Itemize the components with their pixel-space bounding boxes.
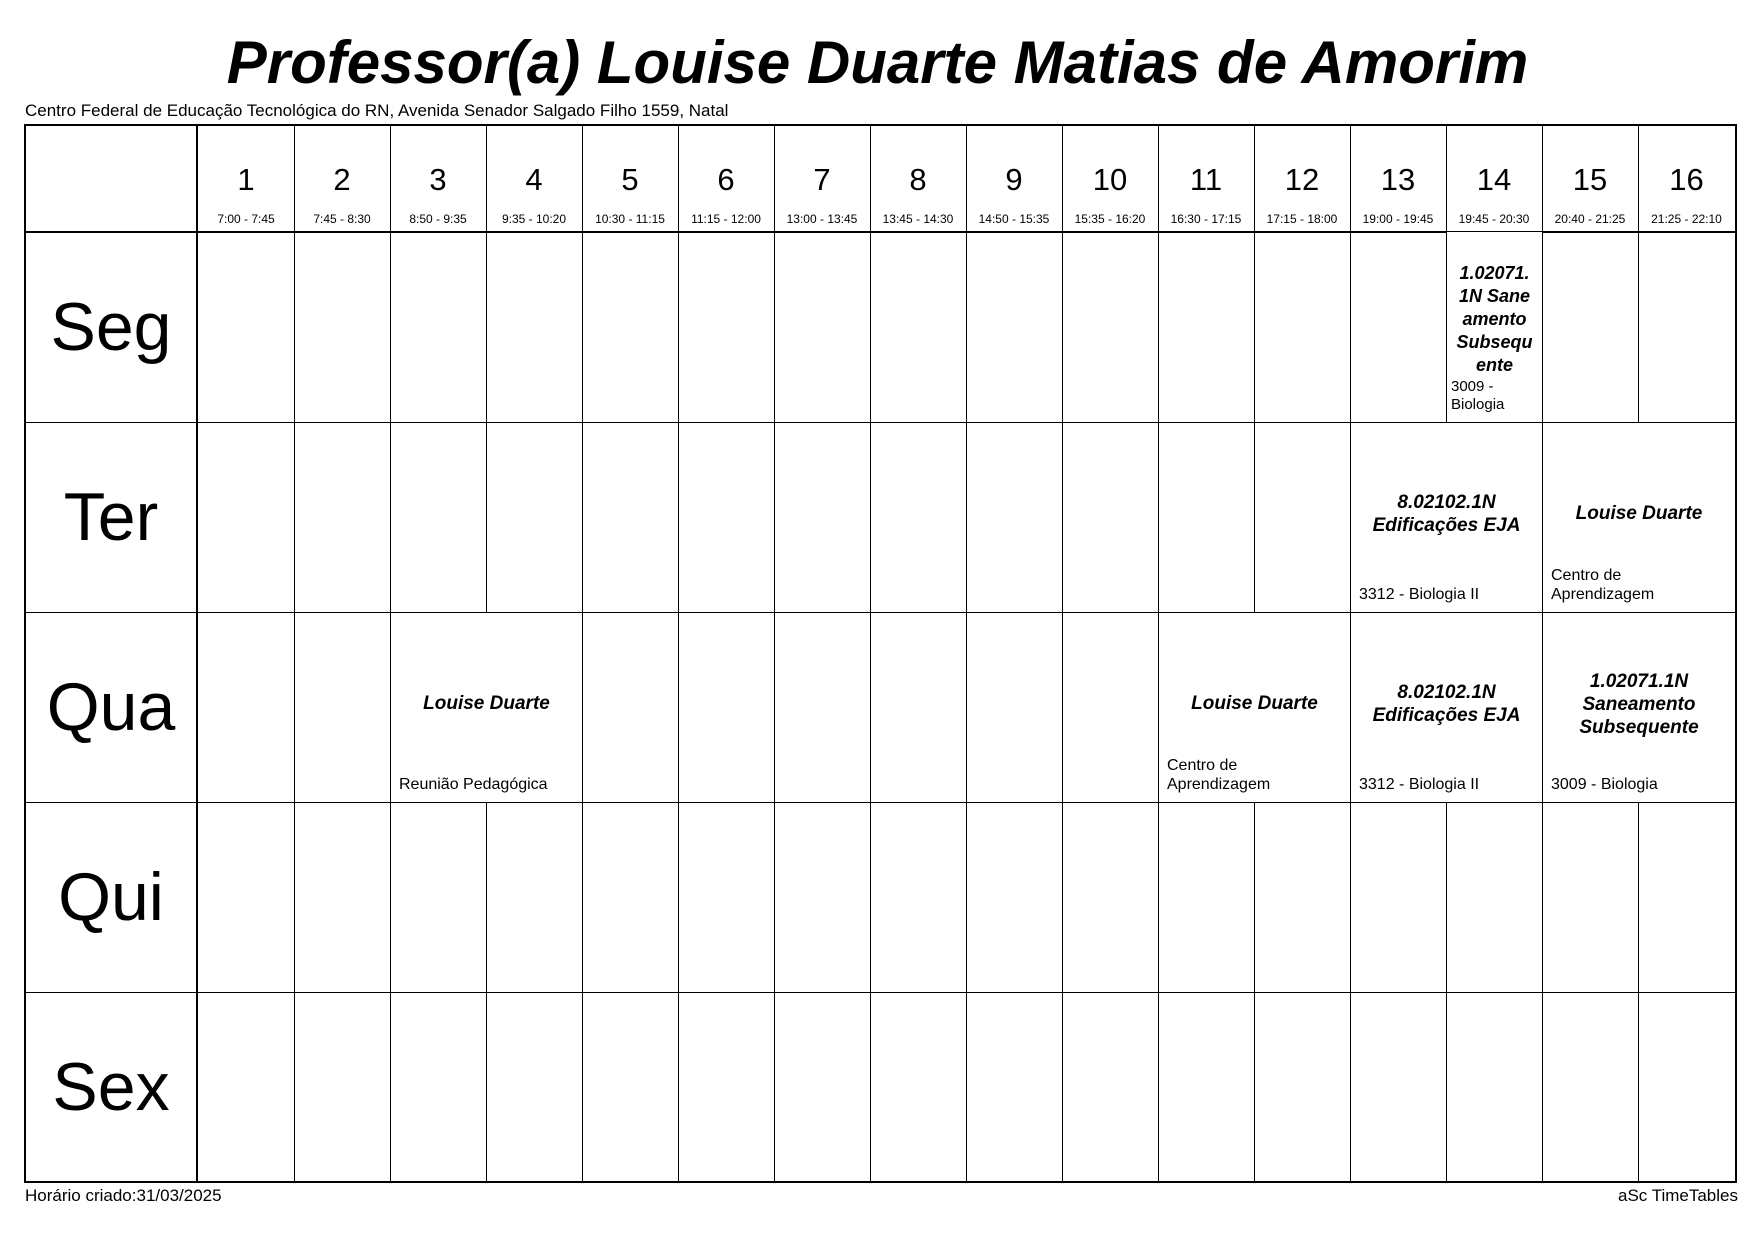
period-header-12 (1254, 126, 1350, 231)
period-number: 8 (909, 162, 927, 197)
column-divider (1062, 126, 1063, 1181)
period-header-5 (582, 126, 678, 231)
created-date: Horário criado:31/03/2025 (25, 1186, 222, 1205)
day-label-sex: Sex (52, 1049, 170, 1125)
period-header-3 (390, 126, 486, 231)
period-header-7 (774, 126, 870, 231)
column-divider (294, 126, 295, 1181)
period-header-4 (486, 126, 582, 231)
period-header-15 (1542, 126, 1638, 231)
period-header-10 (1062, 126, 1158, 231)
day-label-qui: Qui (58, 859, 164, 935)
lesson-room: Centro de Aprendizagem (1551, 567, 1655, 603)
period-number: 10 (1092, 162, 1128, 197)
lesson-title: Louise Duarte (423, 693, 550, 714)
lesson-room: 3009 - Biologia (1551, 776, 1658, 793)
period-header-2 (294, 126, 390, 231)
period-number: 6 (717, 162, 735, 197)
period-number: 12 (1284, 162, 1320, 197)
lesson-title: Louise Duarte (1191, 693, 1318, 714)
period-header-14 (1446, 126, 1542, 231)
period-time: 8:50 - 9:35 (409, 212, 467, 226)
period-time: 19:45 - 20:30 (1458, 212, 1530, 226)
period-number: 2 (333, 162, 351, 197)
lesson-qua-13-14[interactable] (1351, 613, 1542, 802)
period-time: 11:15 - 12:00 (691, 212, 761, 226)
period-number: 5 (621, 162, 639, 197)
school-address: Centro Federal de Educação Tecnológica do RN, Avenida Senador Salgado Filho 1559, Natal (25, 101, 729, 120)
period-number: 15 (1572, 162, 1608, 197)
period-time: 15:35 - 16:20 (1074, 212, 1146, 226)
lesson-seg-14[interactable] (1447, 232, 1542, 422)
period-time: 19:00 - 19:45 (1362, 212, 1434, 226)
lesson-title: 8.02102.1N Edificações EJA (1372, 492, 1521, 536)
column-divider (870, 126, 871, 1181)
period-number: 4 (525, 162, 543, 197)
period-time: 16:30 - 17:15 (1170, 212, 1242, 226)
period-number: 13 (1380, 162, 1416, 197)
period-time: 7:45 - 8:30 (313, 212, 371, 226)
period-time: 10:30 - 11:15 (595, 212, 665, 226)
lesson-title: Louise Duarte (1575, 503, 1703, 524)
lesson-ter-13-14[interactable] (1351, 423, 1542, 612)
period-number: 3 (429, 162, 447, 197)
software-credit: aSc TimeTables (1618, 1186, 1738, 1205)
period-time: 9:35 - 10:20 (501, 212, 567, 226)
period-header-1 (198, 126, 294, 231)
period-time: 17:15 - 18:00 (1266, 212, 1338, 226)
period-header-16 (1638, 126, 1735, 231)
lesson-qua-15-16[interactable] (1543, 613, 1735, 802)
period-time: 20:40 - 21:25 (1554, 212, 1626, 226)
lesson-qua-3-4[interactable] (391, 613, 582, 802)
column-divider (678, 126, 679, 1181)
period-time: 7:00 - 7:45 (217, 212, 275, 226)
column-divider (966, 126, 967, 1181)
period-time: 13:00 - 13:45 (786, 212, 858, 226)
lesson-room: 3312 - Biologia II (1359, 776, 1480, 793)
day-label-ter: Ter (63, 479, 159, 555)
lesson-ter-15-16[interactable] (1543, 423, 1735, 612)
period-number: 7 (813, 162, 831, 197)
period-number: 16 (1669, 162, 1704, 197)
row-divider (26, 802, 1735, 803)
day-label-seg: Seg (50, 289, 172, 365)
lesson-title: 8.02102.1N Edificações EJA (1372, 682, 1521, 726)
period-header-13 (1350, 126, 1446, 231)
column-divider (774, 126, 775, 1181)
lesson-room: 3312 - Biologia II (1359, 586, 1480, 603)
lesson-title: 1.02071.1N Saneamento Subsequente (1579, 671, 1699, 738)
period-time: 13:45 - 14:30 (882, 212, 954, 226)
lesson-room: Centro de Aprendizagem (1167, 757, 1271, 793)
period-header-9 (966, 126, 1062, 231)
period-time: 14:50 - 15:35 (978, 212, 1050, 226)
timetable-grid (24, 124, 1737, 1183)
day-label-qua: Qua (46, 669, 176, 745)
period-header-11 (1158, 126, 1254, 231)
period-number: 14 (1476, 162, 1512, 197)
period-number: 1 (237, 162, 255, 197)
period-header-6 (678, 126, 774, 231)
period-number: 9 (1005, 162, 1023, 197)
lesson-qua-11-12[interactable] (1159, 613, 1350, 802)
lesson-room: Reunião Pedagógica (399, 776, 548, 793)
period-number: 11 (1189, 162, 1223, 197)
period-header-8 (870, 126, 966, 231)
day-column-divider (196, 126, 198, 1181)
lesson-room: 3009 - Biologia (1451, 378, 1505, 413)
page-title: Professor(a) Louise Duarte Matias de Amorim (226, 29, 1529, 96)
row-divider (26, 992, 1735, 993)
column-divider (582, 126, 583, 1181)
period-time: 21:25 - 22:10 (1651, 212, 1722, 226)
lesson-title: 1.02071. 1N Sane amento Subsequ ente (1456, 263, 1533, 375)
